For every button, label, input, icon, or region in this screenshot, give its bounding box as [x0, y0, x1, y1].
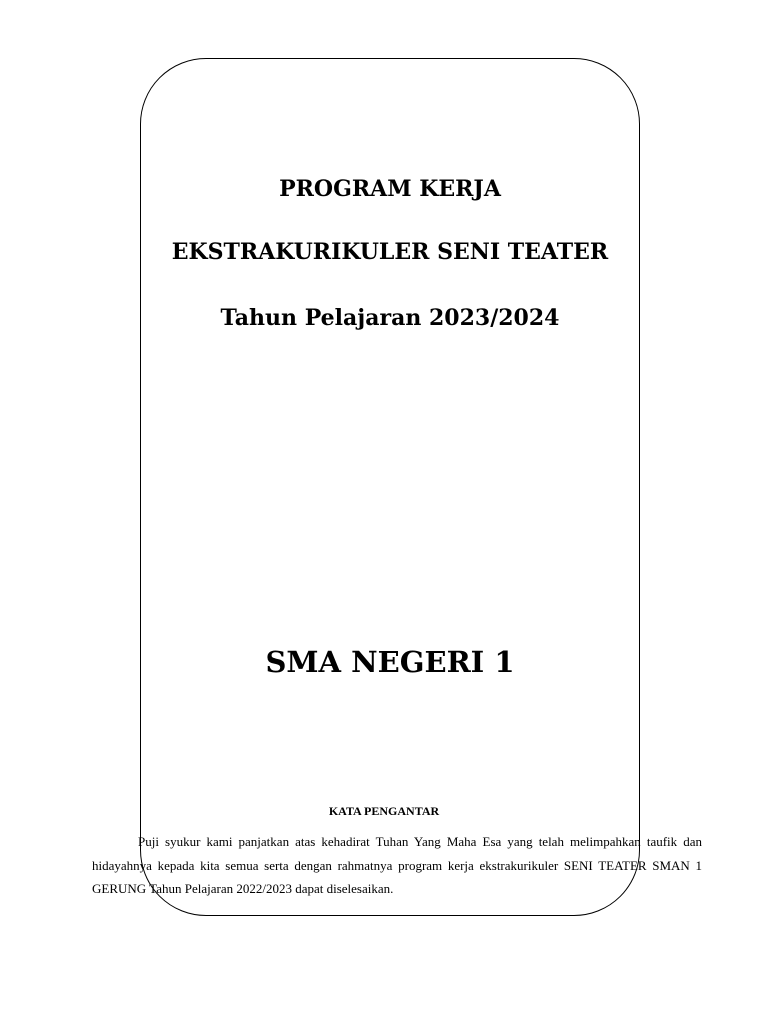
cover-title-academic-year: Tahun Pelajaran 2023/2024: [220, 305, 560, 331]
foreword-heading: KATA PENGANTAR: [328, 804, 440, 818]
cover-title-ekstrakurikuler: EKSTRAKURIKULER SENI TEATER: [171, 239, 609, 265]
cover-school-name: SMA NEGERI 1: [265, 645, 515, 679]
foreword-paragraph: Puji syukur kami panjatkan atas kehadirat Tuhan Yang Maha Esa yang telah melimpahkan taufik dan hidayahnya kepada kita semua serta dengan rahmatnya program kerja ekstrakurikuler SENI TEATER SMAN 1 GERUNG Tahun Pelajaran 2022/2023 dapat diselesaikan.: [92, 834, 702, 896]
cover-title-program-kerja: PROGRAM KERJA: [279, 176, 501, 202]
